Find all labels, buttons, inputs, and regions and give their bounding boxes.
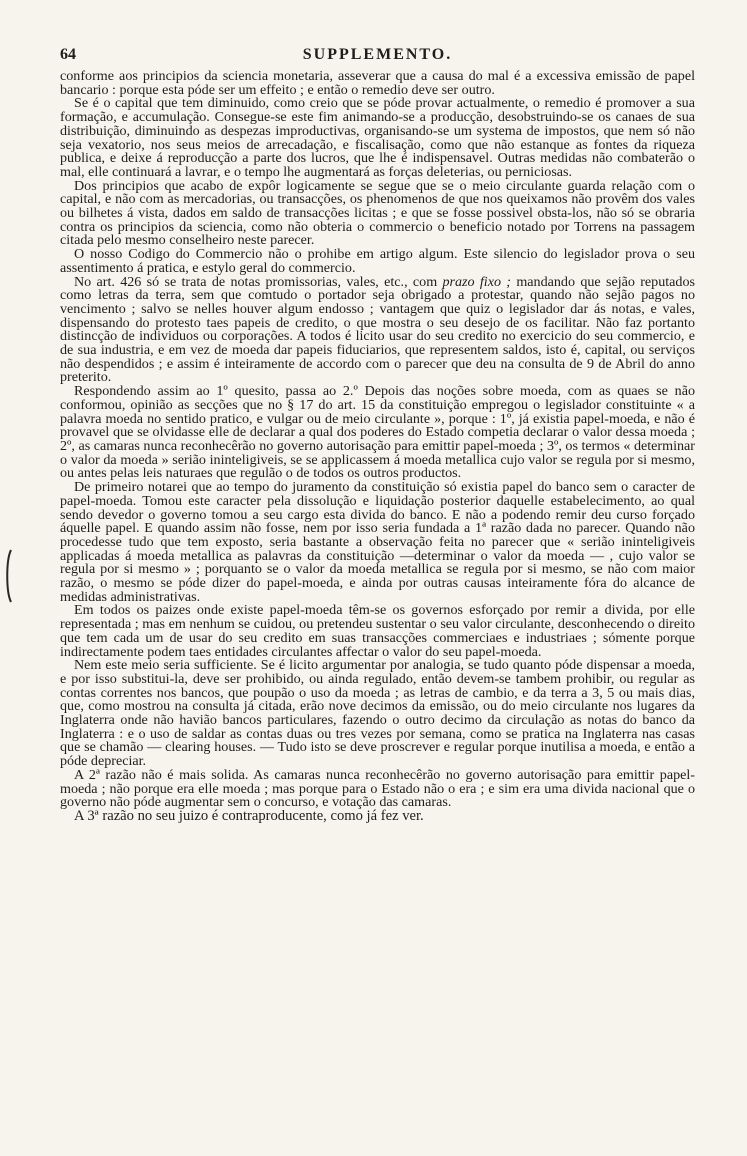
paragraph: conforme aos principios da sciencia monetaria, asseverar que a causa do mal é a excessiva emissão de papel bancario : porque esta póde ser um effeito ; e então o remedio deve ser outro. — [60, 68, 695, 98]
paragraph: A 3ª razão no seu juizo é contraproducente, como já fez ver. — [74, 807, 424, 824]
paragraph-text: No art. 426 só se trata de notas promissorias, vales, etc., com — [74, 273, 443, 290]
italic-term: prazo fixo ; — [442, 273, 512, 290]
paragraph: Respondendo assim ao 1º quesito, passa ao 2.º Depois das noções sobre moeda, com as quaes se não conformou, opinião as secções que no § 17 do art. 15 da constituição empregou o legislador constituinte « a palavra moeda no sentido pratico, e vulgar ou de meio circulante », porque : 1º, já existia papel-moeda, e não é provavel que se olvidasse elle de declarar a qual dos poderes do Estado competia declarar o valor dessa moeda ; 2º, as camaras nunca reconhecêrão no governo autorisação para emittir papel-moeda ; 3º, os termos « determinar o valor da moeda » serião ininteligiveis, se se applicassem á moeda metallica cujo valor se regula por si mesmo, ou antes pelas leis naturaes que regulão o de todos os outros productos. — [60, 383, 695, 482]
paragraph: A 2ª razão não é mais solida. As camaras nunca reconhecêrão no governo autorisação para emittir papel-moeda ; não porque era elle moeda ; mas porque para o Estado não o era ; e sim era uma divida nacional que o governo não póde augmentar sem o concurso, e votação das camaras. — [60, 766, 695, 811]
body-text — [60, 70, 695, 824]
paragraph — [60, 273, 696, 386]
paragraph: Em todos os paizes onde existe papel-moeda têm-se os governos esforçado por remir a divida, por elle representada ; mas em nenhum se cuidou, ou pretendeu sustentar o seu valor circulante, desconhecendo o direito que tem cada um de usar do seu credito em suas transacções commerciaes e industriaes ; sómente porque indirectamente podem taes entidades circulantes affectar o valor do seu papel-moeda. — [60, 602, 695, 660]
paragraph-text: mandando que sejão reputados como letras da terra, sem que comtudo o portador seja obrigado a protestar, quando não sejão pagos no vencimento ; salvo se nelles houver algum endosso ; vantagem que quiz o legislador dar ás notas, e vales, dispensando do protesto taes papeis de credito, o que mostra o seu desejo de os facilitar. Não faz portanto distincção de individuos ou corporações. A todos é licito usar do seu credito no exercicio do seu commercio, e de sua industria, e em vez de moeda dar papeis fiduciarios, que representem saldos, isto é, capital, ou serviços não despendidos ; e assim é inteiramente de accordo com o parecer que deu na consulta de 9 de Abril do anno preterito. — [60, 273, 696, 386]
page-header — [60, 46, 695, 70]
paragraph: Dos principios que acabo de expôr logicamente se segue que se o meio circulante guarda relação com o capital, e não com as mercadorias, ou transacções, os phenomenos de que nos queixamos não provêm dos vales ou bilhetes á vista, dados em saldo de transacções licitas ; e que se fosse possivel obsta-los, não só se obraria contra os principios da sciencia, como não obteria o commercio o beneficio notado por Torrens na passagem citada pelo mesmo conselheiro neste parecer. — [60, 177, 695, 249]
paragraph: De primeiro notarei que ao tempo do juramento da constituição só existia papel do banco sem o caracter de papel-moeda. Tomou este caracter pela dissolução e liquidação posterior daquelle estabelecimento, ao qual sendo devedor o governo tomou a seu cargo esta divida do banco. E não a podendo remir deu curso forçado áquelle papel. E quando assim não fosse, nem por isso seria fundada a 1ª razão dada no parecer. Quando não procedesse tudo que tem exposto, seria bastante a observação feita no parecer que « serião ininteligiveis applicadas á moeda metallica as palavras da constituição —determinar o valor da moeda — , cujo valor se regula por si mesmo » ; porquanto se o valor da moeda metallica se regula por si mesmo, se não com maior razão, o mesmo se póde dizer do papel-moeda, e ainda por outras causas inteiramente fóra do alcance de medidas administrativas. — [60, 479, 695, 605]
page-number: 64 — [60, 46, 76, 63]
paragraph: Nem este meio seria sufficiente. Se é licito argumentar por analogia, se tudo quanto póde dispensar a moeda, e por isso substitui-la, deve ser prohibido, ou ainda regulado, então devem-se tambem prohibir, ou regular as contas correntes nos bancos, que poupão o uso da moeda ; as letras de cambio, e da terra a 3, 5 ou mais dias, que, como mostrou na consulta já citada, erão nove decimos da emissão, ou do meio circulante nos lugares da Inglaterra onde não havião bancos particulares, fazendo o outro decimo da circulação as notas do banco da Inglaterra : e o uso de saldar as contas duas ou tres vezes por semana, como se pratica na Inglaterra nas casas que se chamão — clearing houses. — Tudo isto se deve proscrever e regular porque inutilisa a moeda, e então a póde depreciar. — [60, 657, 695, 770]
paragraph: O nosso Codigo do Commercio não o prohibe em artigo algum. Este silencio do legislador prova o seu assentimento á pratica, e estylo geral do commercio. — [60, 246, 695, 276]
margin-bracket-mark — [4, 548, 14, 604]
paragraph: Se é o capital que tem diminuido, como creio que se póde provar actualmente, o remedio é promover a sua formação, e accumulação. Consegue-se este fim animando-se a producção, desobstruindo-se os canaes de sua distribuição, diminuindo as despezas improductivas, organisando-se um systema de impostos, que nem só não seja vexatorio, nos seus meios de arrecadação, e fiscalisação, como que não estanque as fontes da riqueza publica, e deixe á reproducção a parte dos lucros, que lhe é indispensavel. Outras medidas não combaterão o mal, elle continuará a lavrar, e o tempo lhe augmentará as forças deleterias, ou perniciosas. — [60, 95, 695, 180]
running-title: SUPPLEMENTO. — [302, 46, 453, 63]
